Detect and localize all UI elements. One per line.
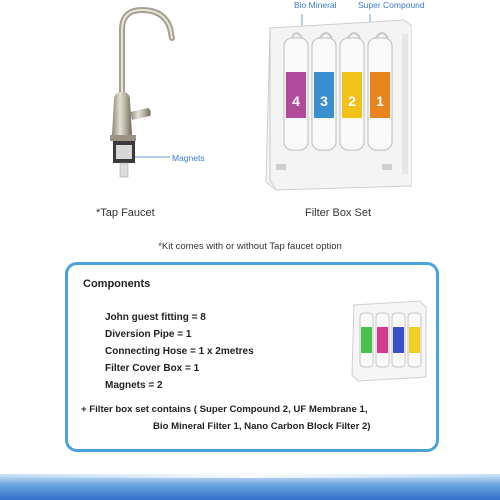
list-item: Connecting Hose = 1 x 2metres (105, 346, 254, 357)
svg-text:4: 4 (292, 93, 300, 109)
kit-note: *Kit comes with or without Tap faucet option (158, 241, 342, 252)
svg-text:3: 3 (320, 93, 328, 109)
filter-box-caption: Filter Box Set (305, 207, 372, 219)
mini-filter-box-image (350, 299, 428, 383)
filter-box-image (262, 14, 412, 192)
filter-set-note-line2: Bio Mineral Filter 1, Nano Carbon Block Filter 2) (153, 421, 371, 432)
list-item: Filter Cover Box = 1 (105, 363, 200, 374)
tap-faucet-caption: *Tap Faucet (96, 207, 155, 219)
bio-mineral-label: Bio Mineral (294, 0, 337, 10)
list-item: Magnets = 2 (105, 380, 163, 391)
super-compound-label: Super Compound (358, 0, 425, 10)
components-list (105, 309, 254, 394)
list-item: John guest fitting = 8 (105, 312, 206, 323)
components-title: Components (83, 278, 151, 290)
filter-set-note-line1: + Filter box set contains ( Super Compound 2, UF Membrane 1, (81, 404, 368, 415)
magnets-label: Magnets (172, 153, 205, 163)
bottom-band (0, 474, 500, 500)
components-box (65, 262, 439, 452)
tap-faucet-image (80, 0, 210, 200)
svg-text:1: 1 (376, 93, 384, 109)
list-item: Diversion Pipe = 1 (105, 329, 192, 340)
svg-text:2: 2 (348, 93, 356, 109)
